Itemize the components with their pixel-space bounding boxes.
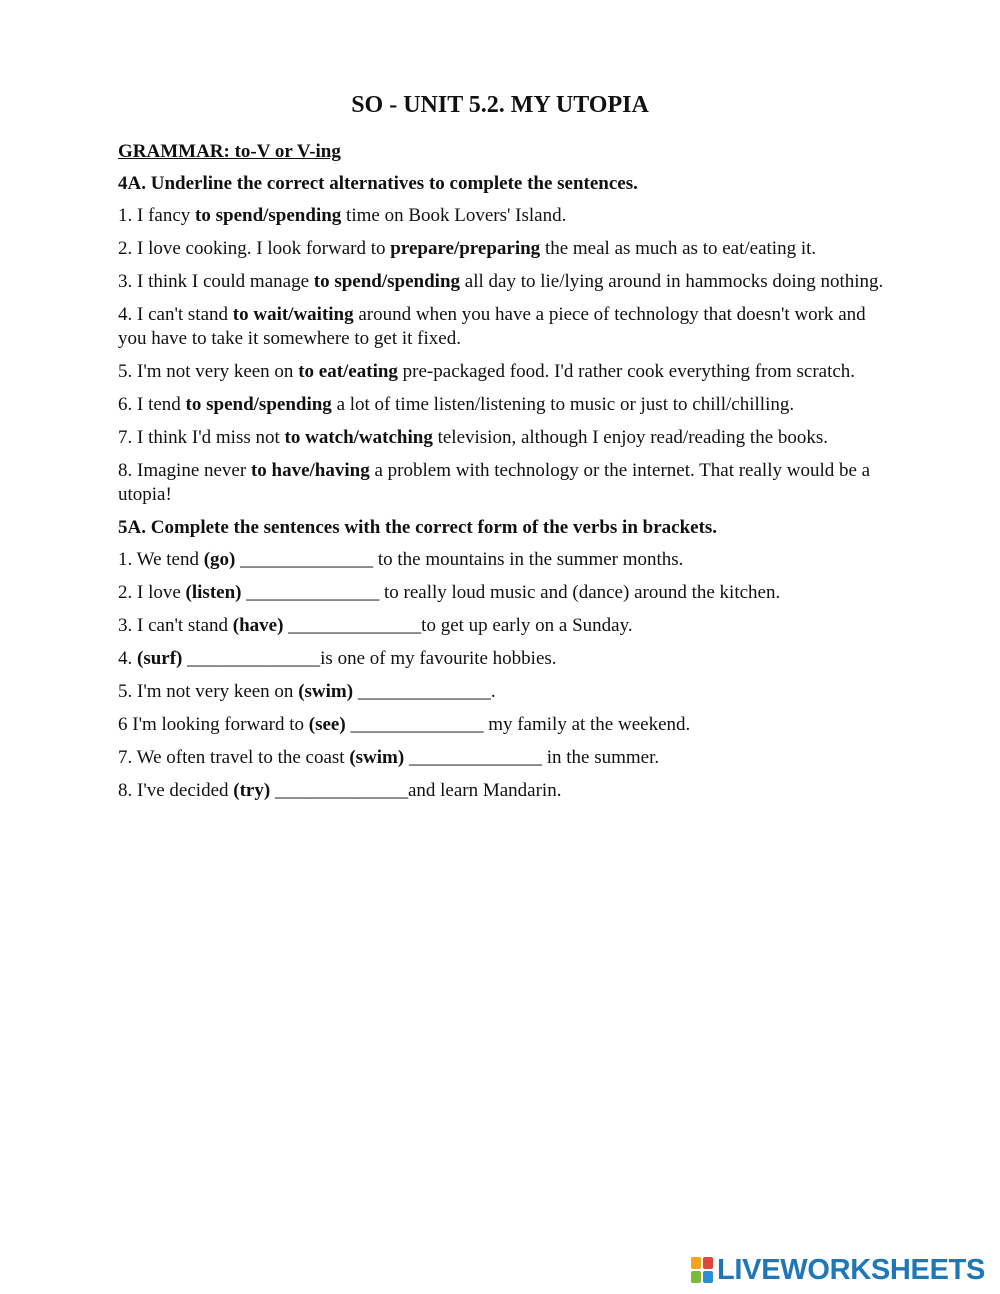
- item-text: time on Book Lovers' Island.: [341, 205, 567, 226]
- item-text: 2. I love: [118, 582, 186, 603]
- item-text: 2. I love cooking. I look forward to: [118, 238, 391, 259]
- item-text: a problem with technology or the internet. That really would be a utopia!: [118, 460, 871, 505]
- item-key-phrase: prepare/preparing: [390, 238, 541, 259]
- exercise-4a-item: [118, 360, 888, 384]
- item-key-phrase: to spend/spending: [195, 205, 342, 226]
- item-key-phrase: (surf): [137, 648, 183, 669]
- item-text: ______________ to the mountains in the summer months.: [235, 549, 684, 570]
- item-text: ______________.: [353, 681, 496, 702]
- item-key-phrase: to watch/watching: [284, 427, 433, 448]
- exercise-4a-item: [118, 459, 888, 507]
- item-text: the meal as much as to eat/eating it.: [540, 238, 817, 259]
- exercise-5a-item: [118, 647, 888, 671]
- item-text: 3. I think I could manage: [118, 271, 314, 292]
- exercise-5a-item: [118, 581, 888, 605]
- item-key-phrase: (have): [232, 615, 284, 636]
- exercise-5a-item: [118, 614, 888, 638]
- exercise-5a-item: [118, 746, 888, 770]
- exercise-4a-item: [118, 393, 888, 417]
- item-text: 5. I'm not very keen on: [118, 681, 299, 702]
- item-text: 8. Imagine never: [118, 460, 251, 481]
- item-key-phrase: (listen): [185, 582, 242, 603]
- logo-text: LIVEWORKSHEETS: [717, 1253, 986, 1286]
- exercise-4a-list: [118, 204, 888, 507]
- item-text: all day to lie/lying around in hammocks doing nothing.: [460, 271, 884, 292]
- exercise-5a-list: [118, 548, 888, 803]
- item-key-phrase: to eat/eating: [298, 361, 398, 382]
- grammar-heading: GRAMMAR: to-V or V-ing: [118, 141, 341, 162]
- logo-mark-icon: [691, 1257, 713, 1283]
- item-text: a lot of time listen/listening to music or just to chill/chilling.: [331, 394, 795, 415]
- liveworksheets-logo: [691, 1255, 985, 1285]
- item-text: around when you have a piece of technology that doesn't work and you have to take it somewhere to get it fixed.: [118, 304, 866, 349]
- exercise-4a-item: [118, 426, 888, 450]
- exercise-5a-item: [118, 713, 888, 737]
- exercise-4a-instruction: 4A. Underline the correct alternatives to complete the sentences.: [118, 173, 638, 194]
- exercise-4a-item: [118, 303, 888, 351]
- item-key-phrase: to wait/waiting: [232, 304, 354, 325]
- item-text: 1. I fancy: [118, 205, 196, 226]
- worksheet-content: [118, 140, 888, 812]
- item-text: 5. I'm not very keen on: [118, 361, 299, 382]
- item-key-phrase: to spend/spending: [185, 394, 332, 415]
- item-text: 7. We often travel to the coast: [118, 747, 350, 768]
- item-text: ______________and learn Mandarin.: [270, 780, 562, 801]
- page-title: SO - UNIT 5.2. MY UTOPIA: [351, 92, 649, 118]
- exercise-4a-item: [118, 237, 888, 261]
- item-text: ______________to get up early on a Sunday.: [283, 615, 633, 636]
- item-text: 8. I've decided: [118, 780, 234, 801]
- item-key-phrase: (see): [308, 714, 346, 735]
- item-text: ______________is one of my favourite hobbies.: [182, 648, 557, 669]
- item-text: 7. I think I'd miss not: [118, 427, 285, 448]
- exercise-5a-item: [118, 779, 888, 803]
- exercise-5a-item: [118, 548, 888, 572]
- item-text: 6 I'm looking forward to: [118, 714, 309, 735]
- item-text: ______________ in the summer.: [404, 747, 660, 768]
- item-key-phrase: to spend/spending: [313, 271, 461, 292]
- item-text: ______________ my family at the weekend.: [345, 714, 691, 735]
- exercise-4a-item: [118, 270, 888, 294]
- item-text: 1. We tend: [118, 549, 204, 570]
- item-key-phrase: (go): [203, 549, 236, 570]
- exercise-5a-instruction: 5A. Complete the sentences with the correct form of the verbs in brackets.: [118, 517, 718, 538]
- item-text: 4. I can't stand: [118, 304, 233, 325]
- item-text: television, although I enjoy read/reading the books.: [432, 427, 829, 448]
- exercise-4a-item: [118, 204, 888, 228]
- item-text: 6. I tend: [118, 394, 186, 415]
- item-key-phrase: to have/having: [250, 460, 370, 481]
- item-text: 3. I can't stand: [118, 615, 233, 636]
- item-key-phrase: (swim): [298, 681, 354, 702]
- item-text: 4.: [118, 648, 137, 669]
- exercise-5a-item: [118, 680, 888, 704]
- item-text: ______________ to really loud music and (dance) around the kitchen.: [241, 582, 781, 603]
- item-key-phrase: (swim): [349, 747, 405, 768]
- item-text: pre-packaged food. I'd rather cook everything from scratch.: [397, 361, 856, 382]
- item-key-phrase: (try): [233, 780, 271, 801]
